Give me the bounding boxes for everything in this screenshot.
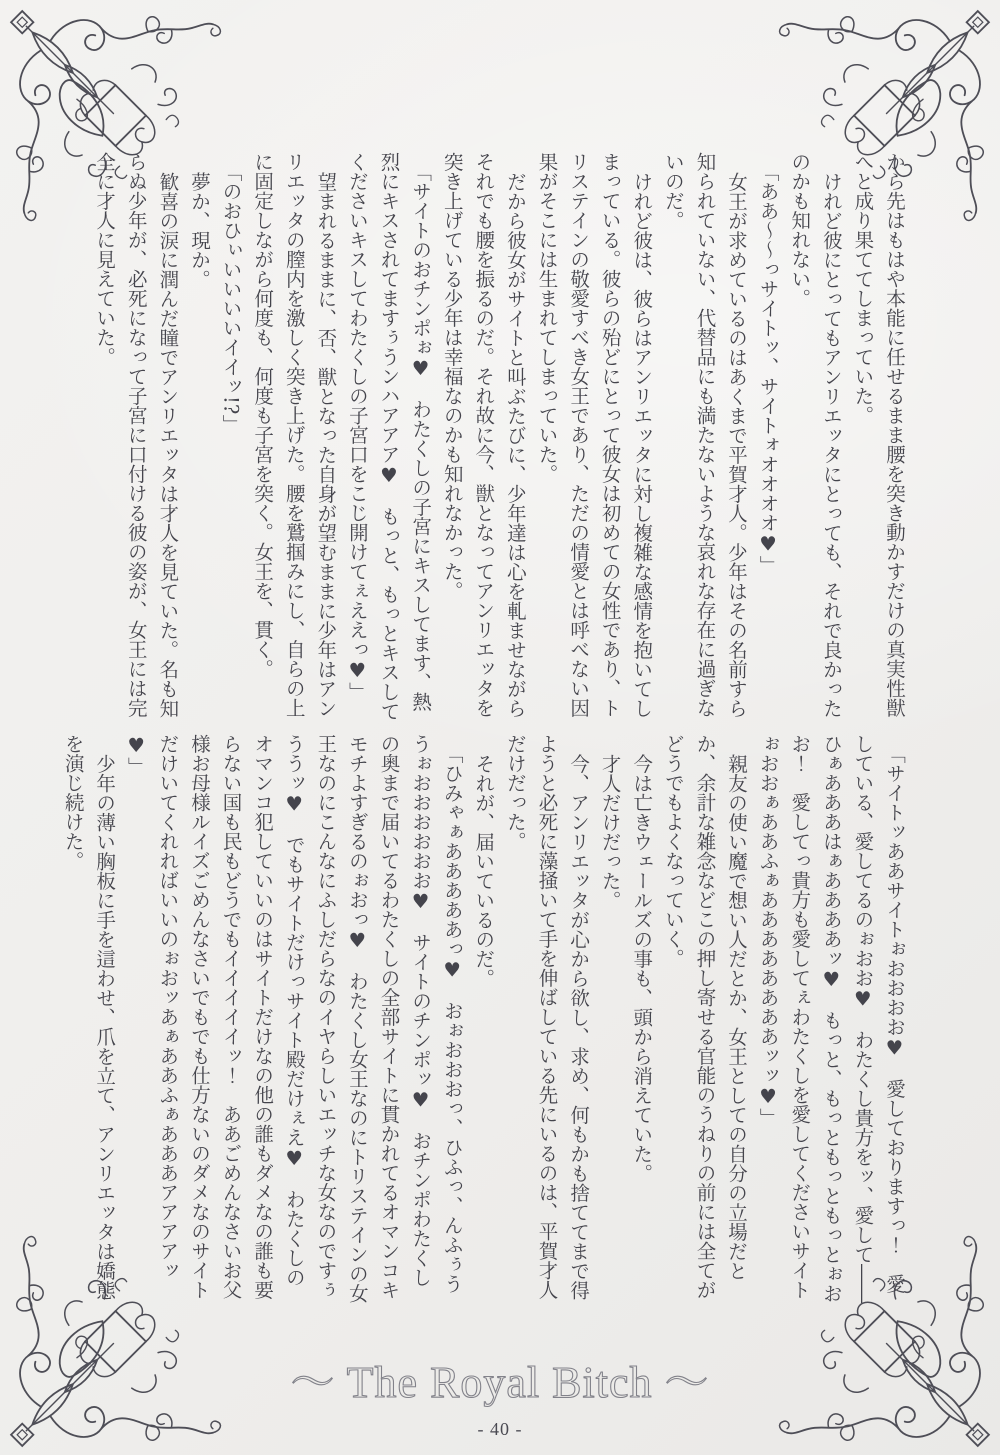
paragraph: 少年の薄い胸板に手を這わせ、爪を立て、アンリエッタは嬌態を演じ続けた。 [61, 734, 117, 1300]
page-number: - 40 - [477, 1419, 523, 1439]
paragraph: 今、アンリエッタが心から欲し、求め、何もかも捨ててまで得ようと必死に藻掻いて手を伸ばしている先にいるのは、平賀才人だけだった。 [503, 734, 591, 1300]
paragraph: けれど彼にとってもアンリエッタにとっても、それで良かったのかも知れない。 [788, 152, 843, 718]
paragraph: 才人だけだった。 [598, 753, 622, 910]
paragraph-dialogue: 「ひみゃぁあああああっ♥ おぉおおおっ、ひふっ、んふぅううぉおおおおおお♥ サイトのチンポッ♥ おチンポわたくしの奥まで届いてるわたくしの全部サイトに貫かれてるオマンコキモチよすぎるのぉおっ♥ わたくし女王なのにトリステインの女王なのにこんなにふしだらなのイヤらしいエッチな女なのですぅううッ♥ でもサイトだけっサイト殿だけぇえ♥ わたくしのオマンコ犯していいのはサイトだけなの他の誰もダメなの誰も要らない国も民もどうでもイイイイイッ！ ああごめんなさいお父様お母様ルイズごめんなさいでもでも仕方ないのダメなのサイトだけいてくれればいいのぉおッあぁああふぁあああアアアアッ♥」 [124, 734, 464, 1303]
paragraph: だから彼女がサイトと叫ぶたびに、少年達は心を軋ませながらそれでも腰を振るのだ。それ故に今、獣となってアンリエッタを突き上げている少年は幸福なのかも知れなかった。 [440, 152, 527, 718]
paragraph: 女王が求めているのはあくまで平賀才人。少年はその名前すら知られていない、代替品にも満たないような哀れな存在に過ぎないのだ。 [661, 152, 749, 718]
paragraph: それが、届いているのだ。 [472, 753, 496, 988]
paragraph-dialogue: 「ああ〜〜っサイトッ、サイトォオオオオ♥」 [756, 162, 780, 575]
paragraph: けれど彼は、彼らはアンリエッタに対し複雑な感情を抱いてしまっている。彼らの殆どにとって彼女は初めての女性であり、トリステインの敬愛すべき女王であり、ただの情愛とは呼べない因果がそこには生まれてしまっていた。 [535, 152, 654, 718]
paragraph: 今は亡きウェールズの事も、頭から消えていた。 [630, 753, 654, 1183]
paragraph: から先はもはや本能に任せるまま腰を突き動かすだけの真実性獣へと成り果ててしまっていた。 [851, 152, 906, 718]
vertical-text-block-bottom [61, 734, 910, 1306]
paragraph-dialogue: 「サイトのおチンポぉ♥ わたくしの子宮にキスしてます、熱烈にキスされてますぅうンハアアア♥ もっと、もっとキスしてくださいキスしてわたくしの子宮口をこじ開けてぇええっ♥」 [345, 152, 433, 721]
paragraph: 歓喜の涙に潤んだ瞳でアンリエッタは才人を見ていた。名も知らぬ少年が、必死になって子宮に口付ける彼の姿が、女王には完全に才人に見えていた。 [93, 152, 180, 718]
paragraph-dialogue: 「サイトッああサイトぉおおおお♥ 愛しておりますっ！ 愛している、愛してるのぉおお♥ わたくし貴方をッ、愛して――ひぁあああはぁああああッ♥ もっと、もっともっともっとぉおお！ 愛してっ貴方も愛してぇわたくしを愛してくださいサイトぉおおぁああふぁああああああああッッ♥」 [756, 734, 906, 1303]
chapter-title: ～ The Royal Bitch ～ [290, 1358, 710, 1407]
vertical-text-block-top [88, 152, 910, 722]
paragraph-dialogue: 「のおひぃいいいいイイッ!?」 [219, 162, 243, 434]
paragraph: 望まれるままに、否、獣となった自身が望むままに少年はアンリエッタの膣内を激しく突き上げた。腰を鷲掴みにし、自らの上に固定しながら何度も、何度も子宮を突く。女王を、貫く。 [251, 152, 338, 718]
paragraph: 夢か、現か。 [187, 171, 211, 289]
paragraph: 親友の使い魔で想い人だとか、女王としての自分の立場だとか、余計な雑念などこの押し寄せる官能のうねりの前には全てがどうでもよくなっていく。 [661, 734, 749, 1300]
